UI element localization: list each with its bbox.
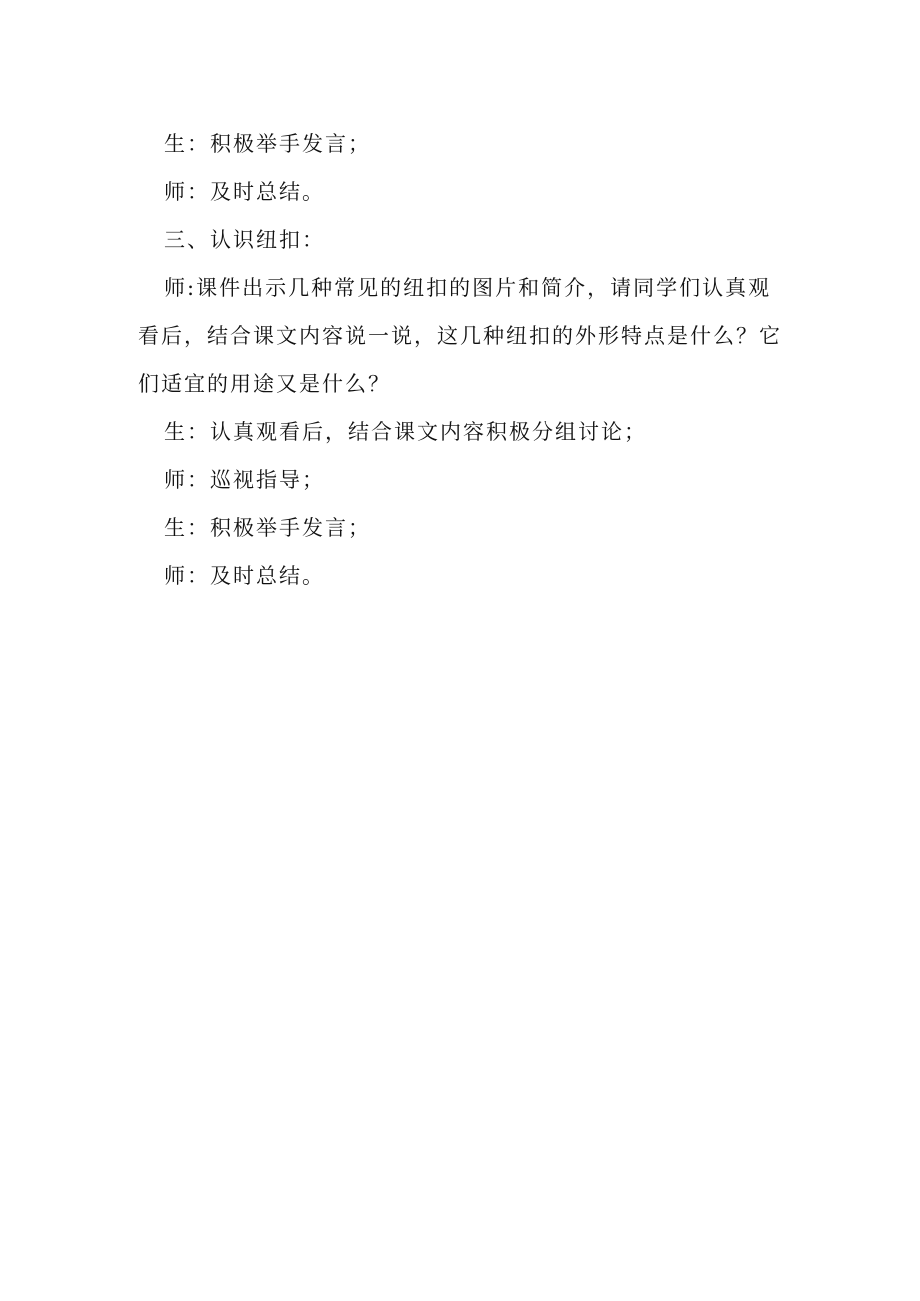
paragraph-teacher-guide: 师：巡视指导； (164, 468, 325, 492)
section-heading-buttons: 三、认识纽扣： (164, 228, 325, 252)
paragraph-student-speak: 生：积极举手发言； (164, 132, 371, 156)
paragraph-teacher-courseware: 师:课件出示几种常见的纽扣的图片和简介，请同学们认真观看后，结合课文内容说一说，这几种纽扣的外形特点是什么？它们适宜的用途又是什么？ (138, 276, 782, 396)
paragraph-student-discuss: 生：认真观看后，结合课文内容积极分组讨论； (164, 420, 647, 444)
document-body (138, 120, 788, 600)
paragraph-teacher-summary-2: 师：及时总结。 (164, 564, 325, 588)
paragraph-student-speak-2: 生：积极举手发言； (164, 516, 371, 540)
paragraph-teacher-summary: 师：及时总结。 (164, 180, 325, 204)
